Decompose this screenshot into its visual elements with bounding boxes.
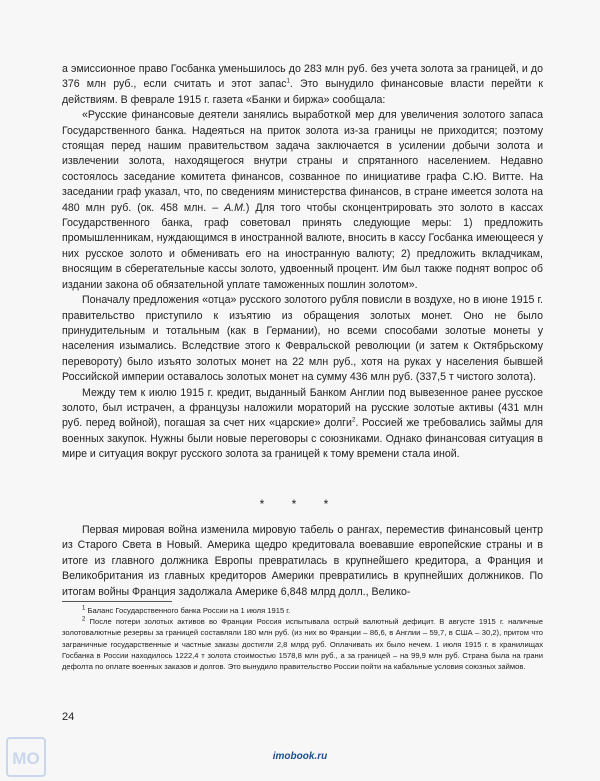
paragraph-4: Между тем к июлю 1915 г. кредит, выданный Банком Англии под вывезенное ранее русское золото, был истрачен, а французы наложили мораторий на русские золотые активы (431 млн руб. перед войной), погашая за счет них «царские» долги$^2$. Россией же требовались займы для военных закупок. Нужны были новые переговоры с союзниками. Однако финансовая ситуация в мире и ситуация вокруг русского золота за границей к тому времени стала иной. bbox=[62, 386, 543, 461]
page-number: 24 bbox=[62, 711, 75, 723]
site-link[interactable]: imobook.ru bbox=[272, 751, 328, 762]
paragraph-5: Первая мировая война изменила мировую табель о рангах, переместив финансовый центр из Старого Света в Новый. Америка щедро кредитовала воевавшие европейские страны и в итоге из главного должника Европы превратилась в крупнейшего кредитора, а Франция и Великобритания из главных кредиторов Америки превратились в крупнейших должников. По итогам войны Франция задолжала Америке 6,848 млрд долл., Велико- bbox=[62, 524, 543, 598]
footnote-divider bbox=[62, 601, 172, 602]
footnote-ref-2: 2 bbox=[351, 417, 356, 424]
paragraph-1: а эмиссионное право Госбанка уменьшилось до 283 млн руб. без учета золота за границей, и до 376 млн руб., если считать и этот запас$^1$. Это вынудило финансовые власти перейти к действиям. В феврале 1915 г. газета «Банки и биржа» сообщала: bbox=[62, 63, 543, 106]
footnote-ref-1: 1 bbox=[286, 78, 290, 85]
section-text bbox=[62, 523, 543, 600]
section-break: * * * bbox=[259, 497, 341, 511]
footnote-2: $^2$ После потери золотых активов во Франции Россия испытывала острый валютный дефицит. В августе 1915 г. наличные золотовалютные резервы за границей составляли 180 млн руб. (из них во Франции – 86,6, в Англии – 59,7, в США – 30,2), притом что заграничные государственные и частные заказы достигли 2,8 млрд руб. Оплачивать их было нечем. 1 июля 1915 г. в хранилищах Госбанка в России находилось 1222,4 т золота стоимостью 1578,8 млн руб., а за границей – на 99,9 млн руб. Страна была на грани дефолта по оплате военных заказов и долгов. Это вынудило правительство России пойти на кабальные условия союзных займов. bbox=[62, 616, 543, 672]
footnotes bbox=[62, 605, 543, 672]
main-text bbox=[62, 62, 543, 463]
paragraph-quote: «Русские финансовые деятели занялись выработкой мер для увеличения золотого запаса Государственного банка. Надеяться на приток золота из-за границы не приходится; поэтому стоящая перед нашим правительством задача заключается в усилении добычи золота и извлечении золота, находящегося внутри страны и спрятанного населением. Недавно состоялось заседание комитета финансов, созванное по инициативе графа С.Ю. Витте. На заседании граф указал, что, по сведениям министерства финансов, в стране имеется золота на 480 млн руб. (ок. 458 млн. – А.М.) Для того чтобы сконцентрировать это золото в кассах Государственного банка, граф советовал принять следующие меры: 1) предложить промышленникам, нуждающимся в иностранной валюте, вносить в кассу Госбанка имеющееся у них русское золото и обменивать его на иностранную валюту; 2) предложить вкладчикам, вносящим в сберегательные кассы золото, удвоенный процент. Им был также поднят вопрос об издании закона об обязательной уплате таможенных пошлин золотом». bbox=[62, 109, 543, 291]
footnote-1: $^1$ Баланс Государственного банка России на 1 июля 1915 г. bbox=[82, 605, 291, 615]
svg-text:MO: MO bbox=[12, 749, 40, 768]
paragraph-3: Поначалу предложения «отца» русского золотого рубля повисли в воздухе, но в июне 1915 г. правительство приступило к изъятию из обращения золотых монет. Оно не было принудительным и тотальным (как в Германии), но всеми способами золотые монеты у населения изымались. Вследствие этого к Февральской революции (и затем к Октябрьскому перевороту) было изъято золотых монет на 22 млн руб., хотя на руках у населения бывшей Российской империи оставалось золотых монет на сумму 436 млн руб. (337,5 т чистого золота). bbox=[62, 294, 543, 384]
author-initials: А.М. bbox=[224, 201, 246, 214]
